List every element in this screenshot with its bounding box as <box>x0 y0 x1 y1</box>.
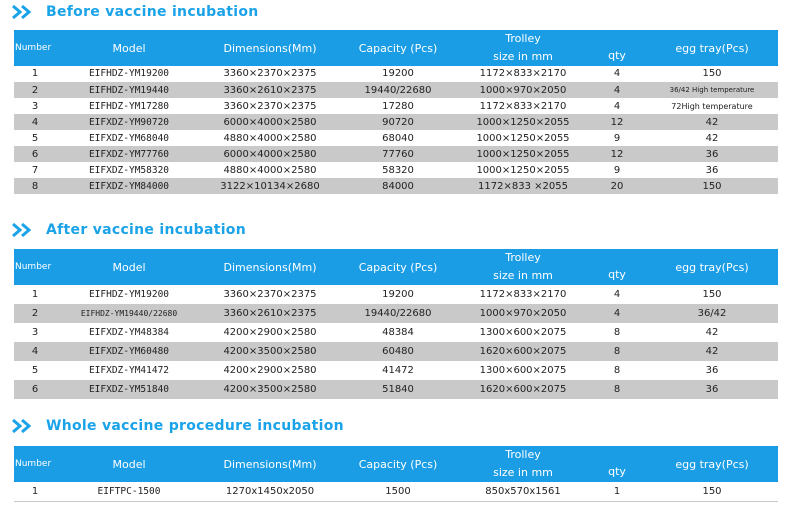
cell-number: 8 <box>14 178 56 194</box>
header-trolley <box>458 30 588 66</box>
cell-capacity: 19440/22680 <box>338 82 458 98</box>
cell-dimensions: 3122×10134×2680 <box>202 178 338 194</box>
cell-model: EIFXDZ-YM90720 <box>56 114 202 130</box>
cell-qty: 4 <box>588 66 646 82</box>
double-chevron-right-icon <box>10 222 38 238</box>
cell-model: EIFHDZ-YM19440/22680 <box>56 304 202 323</box>
section-title-row <box>10 415 344 437</box>
cell-egg-tray: 42 <box>646 114 778 130</box>
cell-capacity: 68040 <box>338 130 458 146</box>
section-title: After vaccine incubation <box>46 222 246 238</box>
cell-egg-tray: 36/42 <box>646 304 778 323</box>
cell-egg-tray: 36 <box>646 361 778 380</box>
cell-number: 1 <box>14 482 56 501</box>
table-row <box>14 114 778 130</box>
header-trolley-sub: size in mm <box>493 50 553 63</box>
cell-capacity: 17280 <box>338 98 458 114</box>
header-trolley-sub: size in mm <box>493 269 553 282</box>
header-qty: qty <box>588 446 646 482</box>
double-chevron-right-icon <box>10 418 38 434</box>
cell-trolley-size: 1172×833×2170 <box>458 285 588 304</box>
cell-egg-tray: 150 <box>646 178 778 194</box>
cell-egg-tray: 36 <box>646 162 778 178</box>
cell-number: 2 <box>14 82 56 98</box>
table-row <box>14 130 778 146</box>
cell-number: 6 <box>14 146 56 162</box>
cell-qty: 20 <box>588 178 646 194</box>
cell-dimensions: 6000×4000×2580 <box>202 114 338 130</box>
cell-number: 6 <box>14 380 56 399</box>
cell-trolley-size: 1620×600×2075 <box>458 380 588 399</box>
cell-trolley-size: 1300×600×2075 <box>458 323 588 342</box>
cell-capacity: 48384 <box>338 323 458 342</box>
table-row <box>14 285 778 304</box>
cell-egg-tray: 72High temperature <box>646 98 778 114</box>
section-title: Whole vaccine procedure incubation <box>46 418 344 434</box>
cell-dimensions: 4880×4000×2580 <box>202 130 338 146</box>
header-qty: qty <box>588 30 646 66</box>
cell-capacity: 84000 <box>338 178 458 194</box>
cell-number: 5 <box>14 361 56 380</box>
cell-trolley-size: 1000×1250×2055 <box>458 130 588 146</box>
cell-dimensions: 4200×2900×2580 <box>202 323 338 342</box>
cell-egg-tray: 42 <box>646 323 778 342</box>
cell-number: 2 <box>14 304 56 323</box>
header-capacity: Capacity (Pcs) <box>338 30 458 66</box>
cell-model: EIFHDZ-YM19200 <box>56 285 202 304</box>
cell-qty: 8 <box>588 380 646 399</box>
cell-number: 7 <box>14 162 56 178</box>
header-capacity: Capacity (Pcs) <box>338 446 458 482</box>
cell-capacity: 58320 <box>338 162 458 178</box>
table-row <box>14 323 778 342</box>
cell-qty: 8 <box>588 323 646 342</box>
cell-dimensions: 3360×2610×2375 <box>202 304 338 323</box>
header-number: Number <box>14 446 56 482</box>
cell-trolley-size: 1000×1250×2055 <box>458 114 588 130</box>
cell-egg-tray: 42 <box>646 342 778 361</box>
table-row <box>14 66 778 82</box>
cell-egg-tray: 42 <box>646 130 778 146</box>
cell-dimensions: 3360×2370×2375 <box>202 98 338 114</box>
cell-model: EIFXDZ-YM84000 <box>56 178 202 194</box>
header-qty: qty <box>588 249 646 285</box>
cell-qty: 9 <box>588 130 646 146</box>
header-egg-tray: egg tray(Pcs) <box>646 249 778 285</box>
cell-model: EIFHDZ-YM19200 <box>56 66 202 82</box>
table-row <box>14 98 778 114</box>
header-model: Model <box>56 30 202 66</box>
cell-trolley-size: 1000×970×2050 <box>458 304 588 323</box>
cell-capacity: 19200 <box>338 66 458 82</box>
header-trolley-label: Trolley <box>505 448 541 461</box>
table-row <box>14 304 778 323</box>
cell-capacity: 77760 <box>338 146 458 162</box>
table-row <box>14 82 778 98</box>
cell-trolley-size: 1300×600×2075 <box>458 361 588 380</box>
cell-capacity: 1500 <box>338 482 458 501</box>
cell-egg-tray: 150 <box>646 285 778 304</box>
cell-model: EIFXDZ-YM68040 <box>56 130 202 146</box>
cell-capacity: 41472 <box>338 361 458 380</box>
cell-number: 4 <box>14 114 56 130</box>
cell-dimensions: 4200×2900×2580 <box>202 361 338 380</box>
cell-trolley-size: 1000×1250×2055 <box>458 146 588 162</box>
cell-dimensions: 4200×3500×2580 <box>202 342 338 361</box>
cell-qty: 4 <box>588 285 646 304</box>
header-capacity: Capacity (Pcs) <box>338 249 458 285</box>
cell-qty: 9 <box>588 162 646 178</box>
cell-qty: 12 <box>588 114 646 130</box>
header-dimensions: Dimensions(Mm) <box>202 249 338 285</box>
header-egg-tray: egg tray(Pcs) <box>646 446 778 482</box>
cell-dimensions: 3360×2610×2375 <box>202 82 338 98</box>
spec-table <box>14 249 778 400</box>
cell-egg-tray: 36 <box>646 146 778 162</box>
cell-dimensions: 3360×2370×2375 <box>202 66 338 82</box>
cell-qty: 4 <box>588 98 646 114</box>
cell-trolley-size: 1172×833×2170 <box>458 66 588 82</box>
cell-trolley-size: 1000×970×2050 <box>458 82 588 98</box>
section-title-row <box>10 219 246 241</box>
section-title: Before vaccine incubation <box>46 4 259 20</box>
table-row <box>14 361 778 380</box>
cell-model: EIFXDZ-YM58320 <box>56 162 202 178</box>
cell-qty: 4 <box>588 304 646 323</box>
cell-capacity: 19200 <box>338 285 458 304</box>
cell-qty: 8 <box>588 361 646 380</box>
cell-number: 5 <box>14 130 56 146</box>
table-row <box>14 162 778 178</box>
table-row <box>14 146 778 162</box>
cell-number: 1 <box>14 285 56 304</box>
table-row <box>14 380 778 399</box>
section-title-row <box>10 1 259 23</box>
cell-qty: 1 <box>588 482 646 501</box>
table-row <box>14 178 778 194</box>
header-number: Number <box>14 30 56 66</box>
cell-egg-tray: 150 <box>646 482 778 501</box>
cell-model: EIFXDZ-YM77760 <box>56 146 202 162</box>
header-model: Model <box>56 446 202 482</box>
cell-model: EIFTPC-1500 <box>56 482 202 501</box>
double-chevron-right-icon <box>10 4 38 20</box>
cell-qty: 4 <box>588 82 646 98</box>
cell-trolley-size: 1172×833×2170 <box>458 98 588 114</box>
cell-dimensions: 6000×4000×2580 <box>202 146 338 162</box>
cell-qty: 8 <box>588 342 646 361</box>
cell-egg-tray: 150 <box>646 66 778 82</box>
table-row <box>14 482 778 501</box>
cell-dimensions: 1270x1450x2050 <box>202 482 338 501</box>
header-dimensions: Dimensions(Mm) <box>202 30 338 66</box>
cell-number: 4 <box>14 342 56 361</box>
cell-model: EIFXDZ-YM48384 <box>56 323 202 342</box>
cell-model: EIFXDZ-YM60480 <box>56 342 202 361</box>
cell-capacity: 51840 <box>338 380 458 399</box>
header-dimensions: Dimensions(Mm) <box>202 446 338 482</box>
header-trolley-sub: size in mm <box>493 466 553 479</box>
cell-qty: 12 <box>588 146 646 162</box>
cell-trolley-size: 1172×833 ×2055 <box>458 178 588 194</box>
header-trolley-label: Trolley <box>505 251 541 264</box>
cell-number: 1 <box>14 66 56 82</box>
header-number: Number <box>14 249 56 285</box>
cell-trolley-size: 850x570x1561 <box>458 482 588 501</box>
cell-model: EIFXDZ-YM41472 <box>56 361 202 380</box>
cell-model: EIFXDZ-YM51840 <box>56 380 202 399</box>
cell-number: 3 <box>14 323 56 342</box>
cell-capacity: 60480 <box>338 342 458 361</box>
table-row <box>14 342 778 361</box>
header-trolley <box>458 446 588 482</box>
header-model: Model <box>56 249 202 285</box>
cell-dimensions: 3360×2370×2375 <box>202 285 338 304</box>
cell-dimensions: 4200×3500×2580 <box>202 380 338 399</box>
spec-table <box>14 30 778 195</box>
header-egg-tray: egg tray(Pcs) <box>646 30 778 66</box>
cell-dimensions: 4880×4000×2580 <box>202 162 338 178</box>
cell-egg-tray: 36 <box>646 380 778 399</box>
header-trolley <box>458 249 588 285</box>
cell-capacity: 19440/22680 <box>338 304 458 323</box>
spec-table <box>14 446 778 502</box>
cell-trolley-size: 1620×600×2075 <box>458 342 588 361</box>
cell-model: EIFHDZ-YM19440 <box>56 82 202 98</box>
cell-model: EIFHDZ-YM17280 <box>56 98 202 114</box>
header-trolley-label: Trolley <box>505 32 541 45</box>
cell-capacity: 90720 <box>338 114 458 130</box>
cell-trolley-size: 1000×1250×2055 <box>458 162 588 178</box>
cell-egg-tray: 36/42 High temperature <box>646 82 778 98</box>
cell-number: 3 <box>14 98 56 114</box>
